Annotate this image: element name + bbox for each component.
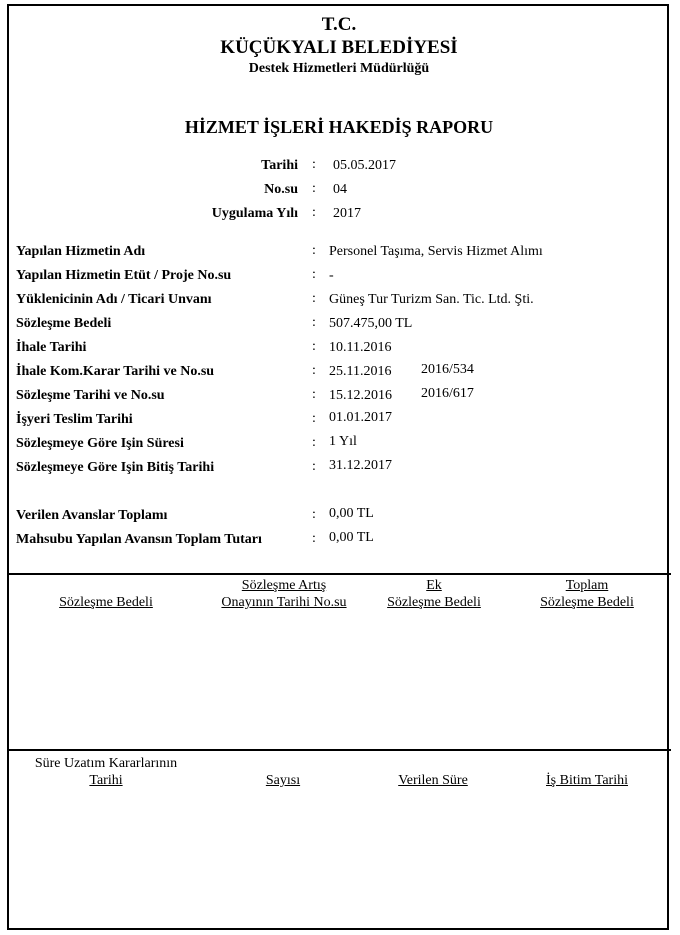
header-line: Sayısı <box>265 773 301 788</box>
section-divider <box>7 749 671 751</box>
colon: : <box>312 459 316 474</box>
header-line: İş Bitim Tarihi <box>546 773 628 788</box>
field-extra: 2016/617 <box>421 386 474 401</box>
section-divider <box>7 573 671 575</box>
meta-value: 05.05.2017 <box>333 158 396 173</box>
colon: : <box>312 157 316 172</box>
colon: : <box>312 315 316 330</box>
header-line: Sözleşme Bedeli <box>387 595 481 610</box>
meta-value: 2017 <box>333 206 361 221</box>
field-value: - <box>329 268 334 283</box>
meta-label: No.su <box>264 182 298 197</box>
colon: : <box>312 363 316 378</box>
meta-label: Uygulama Yılı <box>211 206 298 221</box>
colon: : <box>312 531 316 546</box>
colon: : <box>312 291 316 306</box>
header-line: Toplam <box>565 578 609 593</box>
colon: : <box>312 435 316 450</box>
field-label: İşyeri Teslim Tarihi <box>16 412 133 427</box>
field-label: İhale Kom.Karar Tarihi ve No.su <box>16 364 215 379</box>
meta-value: 04 <box>333 182 347 197</box>
field-label: Sözleşme Tarihi ve No.su <box>16 388 165 403</box>
column-header-granted-duration <box>373 772 493 789</box>
colon: : <box>312 181 316 196</box>
field-label: Sözleşmeye Göre Işin Bitiş Tarihi <box>16 460 215 475</box>
colon: : <box>312 507 316 522</box>
field-label: Yüklenicinin Adı / Ticari Unvanı <box>16 292 212 307</box>
field-extra: 2016/534 <box>421 362 474 377</box>
header-line <box>40 577 172 594</box>
header-department: Destek Hizmetleri Müdürlüğü <box>248 61 430 76</box>
colon: : <box>312 411 316 426</box>
column-header-extension-date <box>18 755 194 789</box>
field-value: Personel Taşıma, Servis Hizmet Alımı <box>329 244 543 259</box>
column-header-additional-amount <box>370 577 498 611</box>
column-header-extension-number <box>223 772 343 789</box>
header-caption: Süre Uzatım Kararlarının <box>34 756 178 771</box>
header-line: Tarihi <box>89 773 123 788</box>
field-value: Güneş Tur Turizm San. Tic. Ltd. Şti. <box>329 292 534 307</box>
field-value: 31.12.2017 <box>329 458 392 473</box>
field-label: İhale Tarihi <box>16 340 87 355</box>
field-label: Yapılan Hizmetin Etüt / Proje No.su <box>16 268 232 283</box>
field-label: Sözleşmeye Göre Işin Süresi <box>16 436 184 451</box>
advance-value: 0,00 TL <box>329 530 374 545</box>
field-value: 1 Yıl <box>329 434 357 449</box>
field-label: Yapılan Hizmetin Adı <box>16 244 146 259</box>
advance-label: Mahsubu Yapılan Avansın Toplam Tutarı <box>16 532 262 547</box>
column-header-total-amount <box>522 577 652 611</box>
column-header-work-end-date <box>522 772 652 789</box>
field-value: 01.01.2017 <box>329 410 392 425</box>
header-line: Onayının Tarihi No.su <box>221 595 347 610</box>
field-value: 10.11.2016 <box>329 340 392 355</box>
advance-label: Verilen Avanslar Toplamı <box>16 508 168 523</box>
field-value: 15.12.2016 <box>329 388 392 403</box>
colon: : <box>312 339 316 354</box>
header-line: Sözleşme Artış <box>241 578 327 593</box>
colon: : <box>312 387 316 402</box>
header-country: T.C. <box>321 14 357 35</box>
column-header-contract-amount <box>40 577 172 611</box>
advance-value: 0,00 TL <box>329 506 374 521</box>
field-value: 25.11.2016 <box>329 364 392 379</box>
colon: : <box>312 243 316 258</box>
header-line: Sözleşme Bedeli <box>59 595 153 610</box>
header-line: Verilen Süre <box>398 773 468 788</box>
meta-label: Tarihi <box>261 158 298 173</box>
header-line: Ek <box>426 578 442 593</box>
header-municipality: KÜÇÜKYALI BELEDİYESİ <box>220 37 458 58</box>
field-label: Sözleşme Bedeli <box>16 316 112 331</box>
colon: : <box>312 267 316 282</box>
colon: : <box>312 205 316 220</box>
field-value: 507.475,00 TL <box>329 316 413 331</box>
header-line: Sözleşme Bedeli <box>540 595 634 610</box>
report-title: HİZMET İŞLERİ HAKEDİŞ RAPORU <box>184 117 494 137</box>
column-header-increase-approval <box>205 577 363 611</box>
